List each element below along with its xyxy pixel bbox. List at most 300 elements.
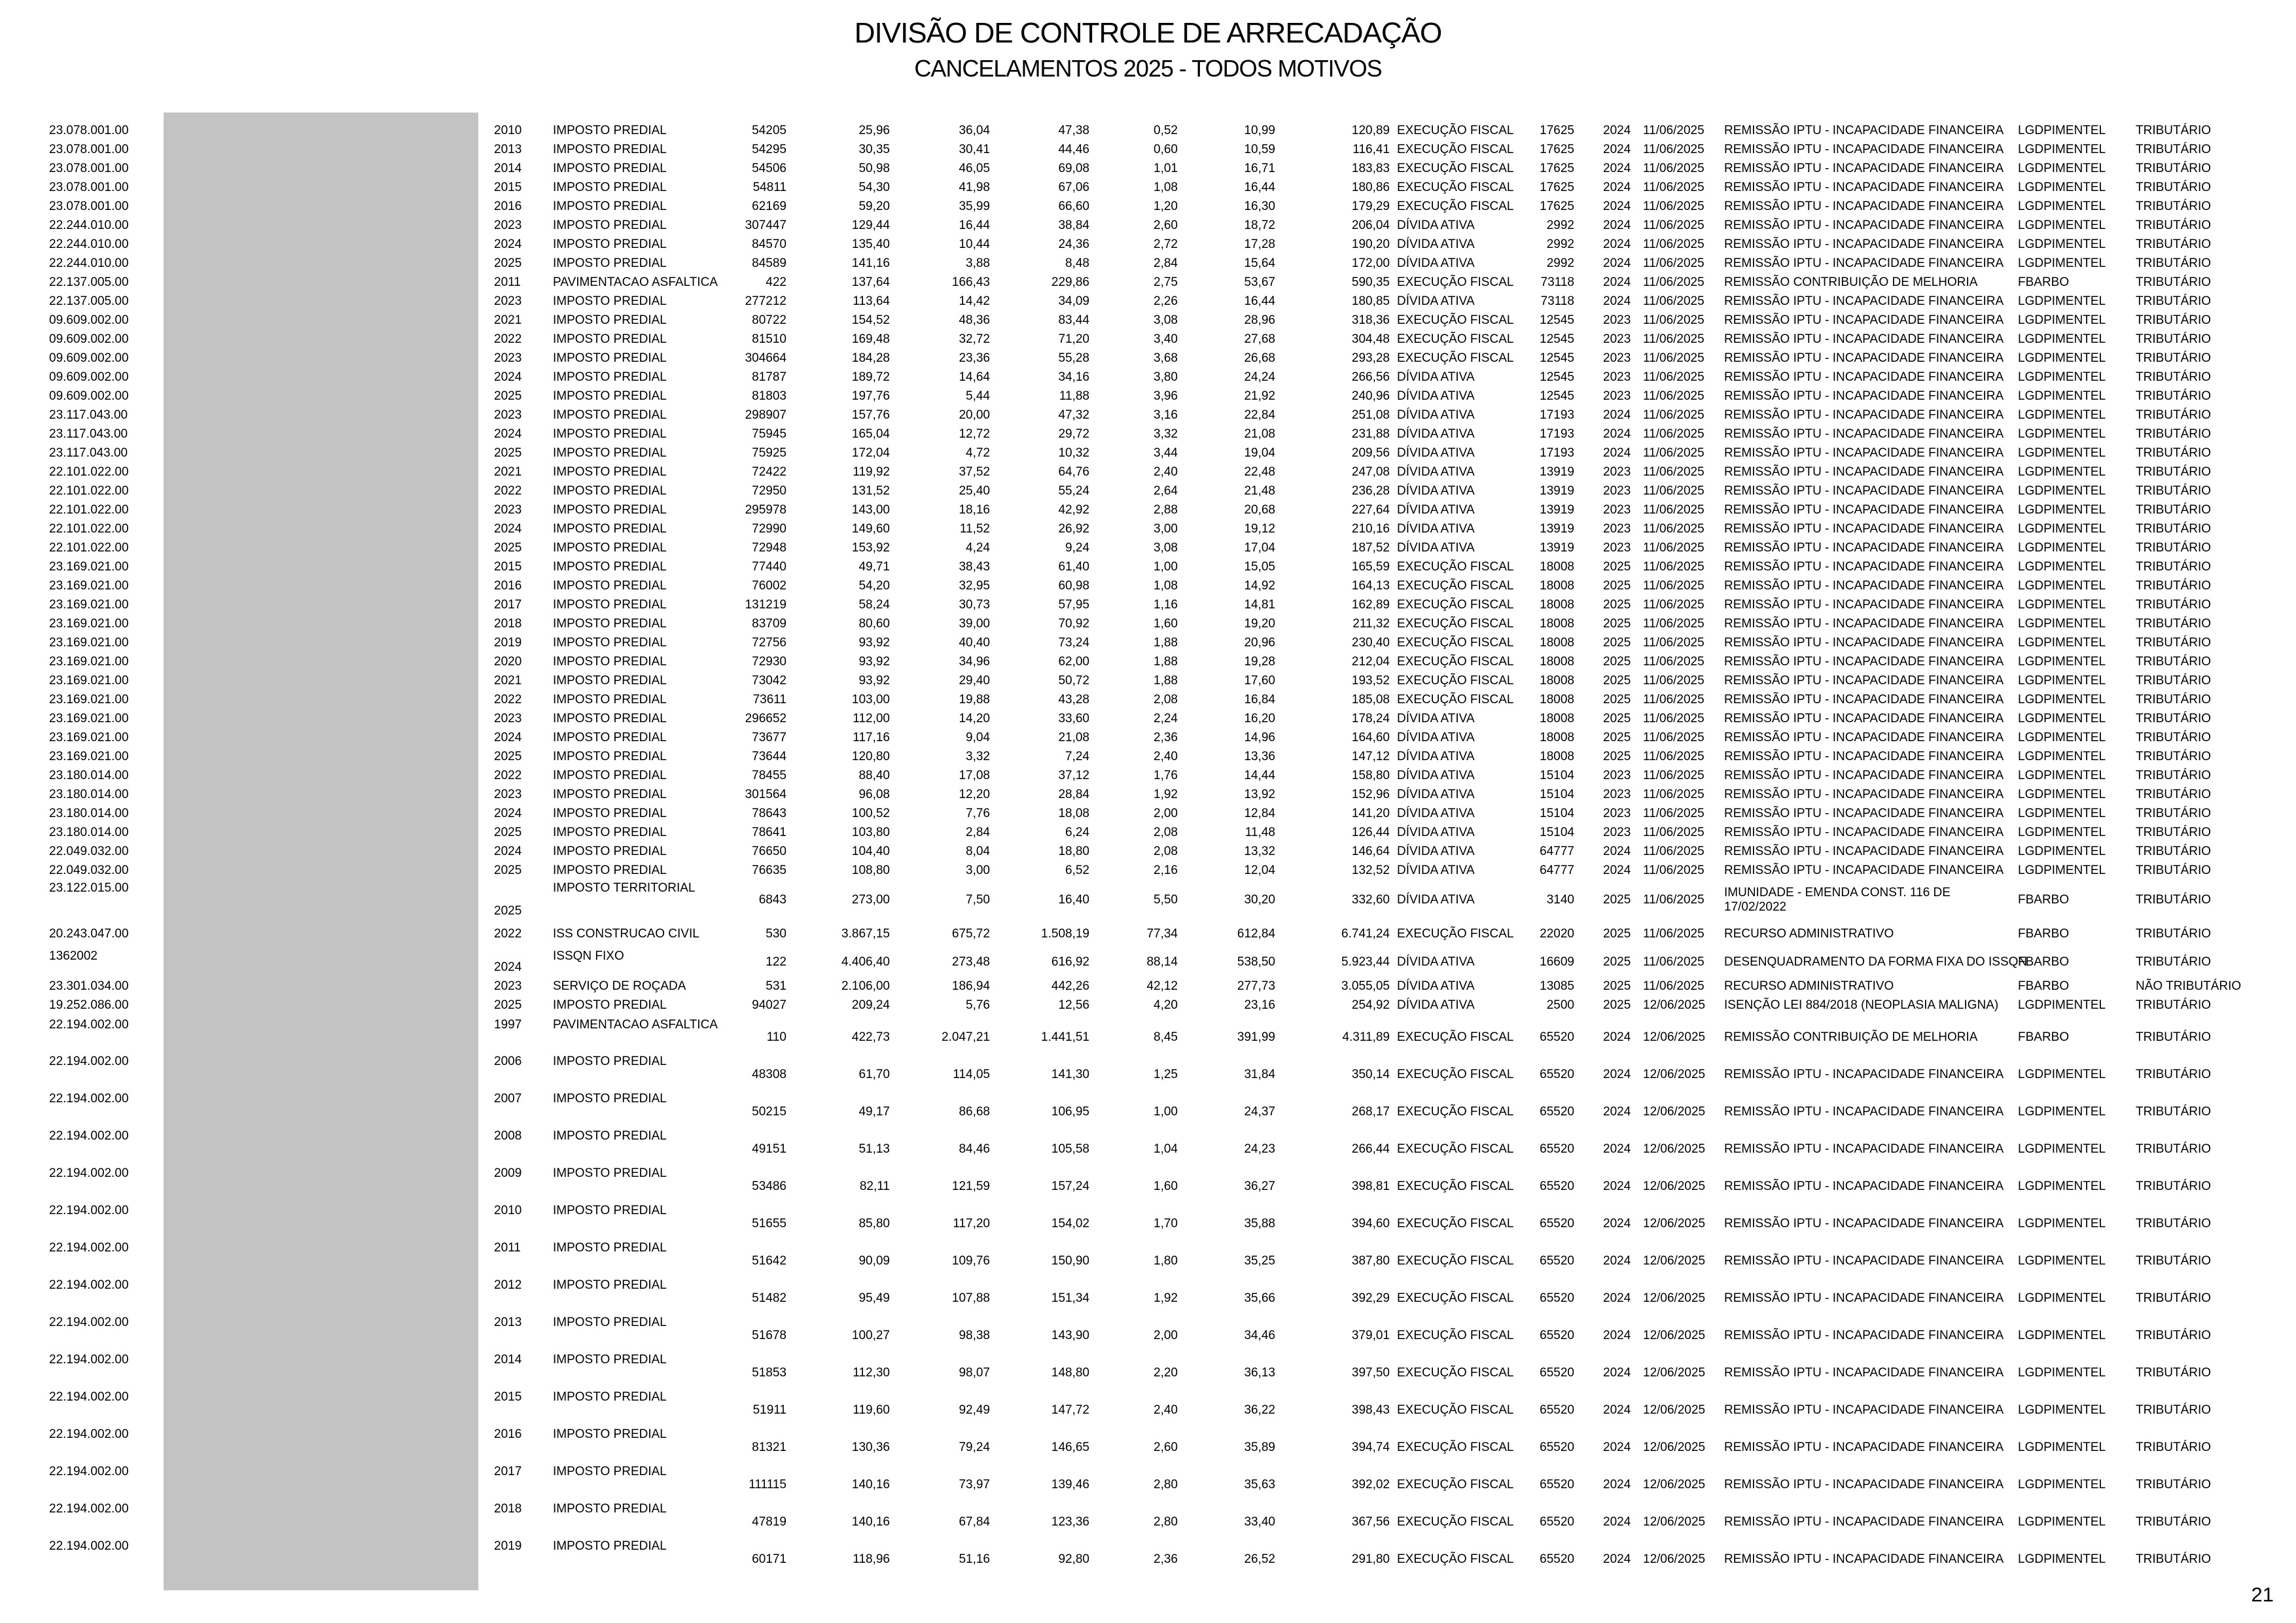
cell-process-year: 2024 xyxy=(1603,123,1631,137)
reason-line: REMISSÃO IPTU - INCAPACIDADE FINANCEIRA xyxy=(1724,730,2004,744)
cell-debt-origin: EXECUÇÃO FISCAL xyxy=(1397,1291,1514,1306)
cell-category: TRIBUTÁRIO xyxy=(2136,844,2212,858)
cell-process-number: 15104 xyxy=(1540,768,1574,782)
cell-total-value: 120,89 xyxy=(1351,123,1390,137)
table-row xyxy=(0,178,2296,197)
cell-reason xyxy=(1724,465,2012,480)
cell-cadastro-number: 6843 xyxy=(758,893,786,907)
cell-inscription-code: 22.101.022.00 xyxy=(49,483,129,498)
cell-process-year: 2025 xyxy=(1603,730,1631,744)
cell-process-number: 65520 xyxy=(1540,1105,1574,1119)
cell-category: TRIBUTÁRIO xyxy=(2136,559,2212,574)
cell-cadastro-number: 51655 xyxy=(752,1217,786,1231)
reason-line: REMISSÃO IPTU - INCAPACIDADE FINANCEIRA xyxy=(1724,787,2004,801)
cell-exercise-year: 2025 xyxy=(494,749,522,763)
cell-cadastro-number: 51853 xyxy=(752,1366,786,1380)
cell-value-2: 20,00 xyxy=(959,408,990,422)
cell-total-value: 398,81 xyxy=(1351,1179,1390,1194)
cell-debt-origin: EXECUÇÃO FISCAL xyxy=(1397,161,1514,175)
cell-debt-origin: DÍVIDA ATIVA xyxy=(1397,521,1475,536)
cell-value-5: 14,44 xyxy=(1244,768,1275,782)
cell-value-3: 62,00 xyxy=(1058,654,1089,669)
cell-user: LGDPIMENTEL xyxy=(2018,313,2106,327)
cell-cancel-date: 11/06/2025 xyxy=(1643,408,1704,422)
reason-line: REMISSÃO IPTU - INCAPACIDADE FINANCEIRA xyxy=(1724,1142,2004,1157)
cell-inscription-code: 22.194.002.00 xyxy=(49,1390,129,1404)
cell-category: TRIBUTÁRIO xyxy=(2136,893,2212,907)
cell-category: TRIBUTÁRIO xyxy=(2136,616,2212,631)
cell-value-4: 1,80 xyxy=(1154,1254,1178,1268)
cell-inscription-code: 22.194.002.00 xyxy=(49,1241,129,1255)
cell-inscription-code: 22.137.005.00 xyxy=(49,275,129,289)
cell-total-value: 126,44 xyxy=(1351,825,1390,839)
cell-cadastro-number: 81803 xyxy=(752,389,786,403)
cell-user: LGDPIMENTEL xyxy=(2018,673,2106,688)
cell-value-1: 49,71 xyxy=(858,559,890,574)
cell-process-year: 2023 xyxy=(1603,768,1631,782)
cell-reason xyxy=(1724,124,2012,138)
cell-process-number: 65520 xyxy=(1540,1217,1574,1231)
cell-value-2: 35,99 xyxy=(959,199,990,213)
cell-process-year: 2025 xyxy=(1603,927,1631,941)
cell-exercise-year: 2024 xyxy=(494,806,522,820)
cell-value-5: 35,25 xyxy=(1244,1254,1275,1268)
cell-process-year: 2024 xyxy=(1603,1552,1631,1567)
cell-tribute-type: IMPOSTO PREDIAL xyxy=(553,389,667,403)
cell-value-4: 1,70 xyxy=(1154,1217,1178,1231)
table-row xyxy=(0,1238,2296,1275)
cell-value-2: 37,52 xyxy=(959,464,990,479)
cell-cadastro-number: 51482 xyxy=(752,1291,786,1306)
table-row xyxy=(0,671,2296,690)
cell-tribute-type: IMPOSTO PREDIAL xyxy=(553,1055,667,1068)
cell-tribute-type: IMPOSTO PREDIAL xyxy=(553,1465,667,1478)
cell-value-2: 14,64 xyxy=(959,370,990,384)
cell-category: TRIBUTÁRIO xyxy=(2136,1366,2212,1380)
cell-category: TRIBUTÁRIO xyxy=(2136,825,2212,839)
cell-cadastro-number: 72422 xyxy=(752,464,786,479)
cell-tribute-type: IMPOSTO PREDIAL xyxy=(553,427,667,441)
cell-process-year: 2024 xyxy=(1603,1440,1631,1455)
cell-value-1: 93,92 xyxy=(858,654,890,669)
cell-reason xyxy=(1724,617,2012,631)
cell-user: LGDPIMENTEL xyxy=(2018,711,2106,725)
cell-exercise-year: 2015 xyxy=(494,180,522,194)
cell-inscription-code: 23.078.001.00 xyxy=(49,161,129,175)
cell-value-3: 47,32 xyxy=(1058,408,1089,422)
cell-inscription-code: 23.169.021.00 xyxy=(49,616,129,631)
cell-debt-origin: EXECUÇÃO FISCAL xyxy=(1397,1030,1514,1045)
cell-reason xyxy=(1724,181,2012,195)
cell-tribute-type: IMPOSTO PREDIAL xyxy=(553,787,667,801)
table-row xyxy=(0,444,2296,462)
cell-value-5: 30,20 xyxy=(1244,893,1275,907)
cell-exercise-year: 2023 xyxy=(494,294,522,308)
cell-debt-origin: EXECUÇÃO FISCAL xyxy=(1397,180,1514,194)
cell-tribute-type: IMPOSTO PREDIAL xyxy=(553,294,667,308)
cell-value-1: 117,16 xyxy=(853,730,890,744)
cell-process-year: 2023 xyxy=(1603,464,1631,479)
cell-value-3: 24,36 xyxy=(1058,237,1089,251)
cell-tribute-type: IMPOSTO PREDIAL xyxy=(553,483,667,498)
cell-cadastro-number: 72948 xyxy=(752,540,786,555)
cell-value-4: 2,84 xyxy=(1154,256,1178,270)
cell-reason xyxy=(1724,560,2012,574)
cell-cancel-date: 11/06/2025 xyxy=(1643,180,1704,194)
cell-user: LGDPIMENTEL xyxy=(2018,844,2106,858)
cell-total-value: 231,88 xyxy=(1351,427,1390,441)
cell-value-4: 1,00 xyxy=(1154,559,1178,574)
reason-line: REMISSÃO IPTU - INCAPACIDADE FINANCEIRA xyxy=(1724,351,2004,365)
cell-value-4: 1,76 xyxy=(1154,768,1178,782)
cell-value-5: 36,13 xyxy=(1244,1366,1275,1380)
cell-value-4: 1,25 xyxy=(1154,1068,1178,1082)
cell-tribute-type: IMPOSTO PREDIAL xyxy=(553,1129,667,1143)
cell-value-4: 3,44 xyxy=(1154,445,1178,460)
cell-value-5: 13,92 xyxy=(1244,787,1275,801)
cell-debt-origin: DÍVIDA ATIVA xyxy=(1397,445,1475,460)
reason-line: REMISSÃO IPTU - INCAPACIDADE FINANCEIRA xyxy=(1724,142,2004,156)
cell-reason xyxy=(1724,484,2012,498)
cell-reason xyxy=(1724,522,2012,536)
cell-inscription-code: 22.194.002.00 xyxy=(49,1129,129,1143)
reason-line: REMISSÃO IPTU - INCAPACIDADE FINANCEIRA xyxy=(1724,256,2004,270)
cell-debt-origin: DÍVIDA ATIVA xyxy=(1397,427,1475,441)
cell-reason xyxy=(1724,1478,2012,1499)
cell-process-number: 2992 xyxy=(1546,256,1574,270)
cell-process-year: 2023 xyxy=(1603,502,1631,517)
table-row xyxy=(0,977,2296,996)
cell-reason xyxy=(1724,294,2012,309)
cell-value-4: 2,36 xyxy=(1154,730,1178,744)
cell-debt-origin: DÍVIDA ATIVA xyxy=(1397,844,1475,858)
cell-cancel-date: 11/06/2025 xyxy=(1643,635,1704,650)
table-row xyxy=(0,996,2296,1015)
cell-user: LGDPIMENTEL xyxy=(2018,1403,2106,1418)
cell-cancel-date: 11/06/2025 xyxy=(1643,427,1704,441)
cell-process-year: 2024 xyxy=(1603,142,1631,156)
cell-value-4: 2,26 xyxy=(1154,294,1178,308)
cell-value-5: 18,72 xyxy=(1244,218,1275,232)
cell-value-3: 92,80 xyxy=(1058,1552,1089,1567)
cell-process-year: 2024 xyxy=(1603,256,1631,270)
cell-inscription-code: 23.169.021.00 xyxy=(49,559,129,574)
cell-reason xyxy=(1724,1179,2012,1200)
cell-value-2: 5,44 xyxy=(966,389,990,403)
cell-value-4: 1,88 xyxy=(1154,635,1178,650)
cell-debt-origin: EXECUÇÃO FISCAL xyxy=(1397,1105,1514,1119)
cell-value-5: 17,04 xyxy=(1244,540,1275,555)
cell-debt-origin: EXECUÇÃO FISCAL xyxy=(1397,351,1514,365)
cell-value-4: 2,08 xyxy=(1154,825,1178,839)
table-row xyxy=(0,311,2296,330)
cell-cancel-date: 12/06/2025 xyxy=(1643,1217,1706,1231)
cell-debt-origin: DÍVIDA ATIVA xyxy=(1397,825,1475,839)
cell-cancel-date: 11/06/2025 xyxy=(1643,483,1704,498)
cell-cancel-date: 11/06/2025 xyxy=(1643,445,1704,460)
cell-category: TRIBUTÁRIO xyxy=(2136,408,2212,422)
table-row xyxy=(0,368,2296,387)
cell-category: TRIBUTÁRIO xyxy=(2136,578,2212,593)
cell-reason xyxy=(1724,256,2012,271)
table-row xyxy=(0,121,2296,140)
cell-user: LGDPIMENTEL xyxy=(2018,142,2106,156)
table-row xyxy=(0,652,2296,671)
cell-value-2: 86,68 xyxy=(959,1105,990,1119)
cell-exercise-year: 1997 xyxy=(494,1018,522,1032)
cell-value-3: 21,08 xyxy=(1058,730,1089,744)
cell-category: TRIBUTÁRIO xyxy=(2136,370,2212,384)
cell-cadastro-number: 78641 xyxy=(752,825,786,839)
cell-reason xyxy=(1724,162,2012,176)
cell-user: LGDPIMENTEL xyxy=(2018,998,2106,1012)
cell-value-4: 3,16 xyxy=(1154,408,1178,422)
cell-value-5: 21,08 xyxy=(1244,427,1275,441)
cell-tribute-type: IMPOSTO PREDIAL xyxy=(553,692,667,707)
cell-total-value: 211,32 xyxy=(1352,616,1390,631)
cell-process-year: 2024 xyxy=(1603,1179,1631,1194)
cell-inscription-code: 22.194.002.00 xyxy=(49,1278,129,1292)
cell-value-4: 2,00 xyxy=(1154,1329,1178,1343)
cell-process-number: 65520 xyxy=(1540,1254,1574,1268)
reason-line: REMISSÃO IPTU - INCAPACIDADE FINANCEIRA xyxy=(1724,389,2004,403)
cell-exercise-year: 2006 xyxy=(494,1055,522,1068)
cell-user: LGDPIMENTEL xyxy=(2018,123,2106,137)
cell-value-5: 21,48 xyxy=(1244,483,1275,498)
cell-process-year: 2024 xyxy=(1603,863,1631,877)
cell-total-value: 254,92 xyxy=(1351,998,1390,1012)
cell-inscription-code: 22.194.002.00 xyxy=(49,1316,129,1329)
cell-tribute-type: ISSQN FIXO xyxy=(553,949,624,963)
cell-value-2: 107,88 xyxy=(951,1291,990,1306)
cell-value-5: 14,92 xyxy=(1244,578,1275,593)
cell-value-1: 130,36 xyxy=(851,1440,890,1455)
cell-category: TRIBUTÁRIO xyxy=(2136,256,2212,270)
cell-user: LGDPIMENTEL xyxy=(2018,597,2106,612)
cell-tribute-type: IMPOSTO PREDIAL xyxy=(553,1278,667,1292)
cell-inscription-code: 22.101.022.00 xyxy=(49,521,129,536)
cell-inscription-code: 22.244.010.00 xyxy=(49,237,129,251)
cell-inscription-code: 09.609.002.00 xyxy=(49,351,129,365)
cell-debt-origin: DÍVIDA ATIVA xyxy=(1397,502,1475,517)
cell-cadastro-number: 80722 xyxy=(752,313,786,327)
cell-user: LGDPIMENTEL xyxy=(2018,825,2106,839)
cell-value-2: 48,36 xyxy=(959,313,990,327)
cell-exercise-year: 2022 xyxy=(494,927,522,941)
cell-user: LGDPIMENTEL xyxy=(2018,464,2106,479)
reason-line: REMISSÃO IPTU - INCAPACIDADE FINANCEIRA xyxy=(1724,483,2004,498)
cell-value-1: 90,09 xyxy=(858,1254,890,1268)
cell-tribute-type: PAVIMENTACAO ASFALTICA xyxy=(553,275,718,289)
cell-debt-origin: EXECUÇÃO FISCAL xyxy=(1397,616,1514,631)
table-row xyxy=(0,1387,2296,1424)
cell-value-2: 166,43 xyxy=(951,275,990,289)
cell-value-2: 186,94 xyxy=(951,979,990,993)
cell-category: TRIBUTÁRIO xyxy=(2136,1478,2212,1492)
cell-tribute-type: IMPOSTO PREDIAL xyxy=(553,218,667,232)
cell-value-4: 1,88 xyxy=(1154,673,1178,688)
cell-exercise-year: 2020 xyxy=(494,654,522,669)
cell-cancel-date: 12/06/2025 xyxy=(1643,1254,1706,1268)
cell-reason xyxy=(1724,1329,2012,1350)
cell-cadastro-number: 73611 xyxy=(752,692,786,707)
cell-value-2: 121,59 xyxy=(951,1179,990,1194)
cell-reason xyxy=(1724,1217,2012,1238)
cell-cadastro-number: 54506 xyxy=(752,161,786,175)
cell-value-5: 13,32 xyxy=(1244,844,1275,858)
cell-process-year: 2025 xyxy=(1603,597,1631,612)
report-header xyxy=(0,17,2296,82)
cell-tribute-type: IMPOSTO PREDIAL xyxy=(553,1316,667,1329)
reason-line: REMISSÃO IPTU - INCAPACIDADE FINANCEIRA xyxy=(1724,218,2004,232)
reason-line: IMUNIDADE - EMENDA CONST. 116 DE xyxy=(1724,886,1951,900)
cell-category: TRIBUTÁRIO xyxy=(2136,1179,2212,1194)
cell-reason xyxy=(1724,332,2012,347)
cell-user: LGDPIMENTEL xyxy=(2018,294,2106,308)
cell-value-5: 13,36 xyxy=(1244,749,1275,763)
cell-inscription-code: 22.194.002.00 xyxy=(49,1204,129,1217)
cell-value-4: 1,20 xyxy=(1154,199,1178,213)
cell-value-2: 84,46 xyxy=(959,1142,990,1157)
cell-value-5: 12,04 xyxy=(1244,863,1275,877)
cell-value-1: 93,92 xyxy=(858,635,890,650)
cell-value-2: 12,20 xyxy=(959,787,990,801)
table-row xyxy=(0,1350,2296,1387)
cell-user: LGDPIMENTEL xyxy=(2018,749,2106,763)
cell-exercise-year: 2018 xyxy=(494,1502,522,1516)
cell-cadastro-number: 296652 xyxy=(745,711,786,725)
table-row xyxy=(0,500,2296,519)
cell-total-value: 236,28 xyxy=(1351,483,1390,498)
cell-value-4: 2,00 xyxy=(1154,806,1178,820)
cell-value-4: 3,68 xyxy=(1154,351,1178,365)
cell-cancel-date: 12/06/2025 xyxy=(1643,1552,1706,1567)
cell-value-2: 98,07 xyxy=(959,1366,990,1380)
cell-process-number: 13919 xyxy=(1540,483,1574,498)
cell-inscription-code: 23.117.043.00 xyxy=(49,445,128,460)
cell-cancel-date: 11/06/2025 xyxy=(1643,768,1704,782)
cell-total-value: 350,14 xyxy=(1351,1068,1390,1082)
cell-user: FBARBO xyxy=(2018,979,2070,993)
cell-category: TRIBUTÁRIO xyxy=(2136,483,2212,498)
cell-cadastro-number: 111115 xyxy=(749,1478,786,1492)
cell-value-3: 157,24 xyxy=(1051,1179,1089,1194)
cell-value-5: 19,04 xyxy=(1244,445,1275,460)
reason-line: REMISSÃO IPTU - INCAPACIDADE FINANCEIRA xyxy=(1724,370,2004,384)
cell-category: TRIBUTÁRIO xyxy=(2136,1105,2212,1119)
cell-cancel-date: 12/06/2025 xyxy=(1643,1440,1706,1455)
cell-tribute-type: IMPOSTO PREDIAL xyxy=(553,635,667,650)
table-row xyxy=(0,330,2296,349)
cell-value-4: 1,08 xyxy=(1154,578,1178,593)
cell-exercise-year: 2021 xyxy=(494,313,522,327)
reason-line: REMISSÃO IPTU - INCAPACIDADE FINANCEIRA xyxy=(1724,123,2004,137)
cell-value-5: 16,30 xyxy=(1244,199,1275,213)
cell-cadastro-number: 277212 xyxy=(745,294,786,308)
cell-debt-origin: EXECUÇÃO FISCAL xyxy=(1397,673,1514,688)
cell-cancel-date: 11/06/2025 xyxy=(1643,597,1704,612)
cell-inscription-code: 09.609.002.00 xyxy=(49,389,129,403)
cell-category: TRIBUTÁRIO xyxy=(2136,1217,2212,1231)
cell-value-2: 30,41 xyxy=(959,142,990,156)
cell-debt-origin: DÍVIDA ATIVA xyxy=(1397,256,1475,270)
cell-cadastro-number: 73677 xyxy=(752,730,786,744)
cell-cancel-date: 11/06/2025 xyxy=(1643,275,1704,289)
cell-tribute-type: IMPOSTO PREDIAL xyxy=(553,199,667,213)
cell-process-number: 22020 xyxy=(1540,927,1574,941)
cell-value-2: 3,32 xyxy=(966,749,990,763)
cell-reason xyxy=(1724,750,2012,764)
cell-value-3: 154,02 xyxy=(1051,1217,1089,1231)
cell-category: TRIBUTÁRIO xyxy=(2136,927,2212,941)
cell-debt-origin: EXECUÇÃO FISCAL xyxy=(1397,142,1514,156)
cell-debt-origin: EXECUÇÃO FISCAL xyxy=(1397,275,1514,289)
cell-reason xyxy=(1724,200,2012,214)
cell-value-5: 277,73 xyxy=(1237,979,1275,993)
cell-exercise-year: 2016 xyxy=(494,199,522,213)
cell-cancel-date: 11/06/2025 xyxy=(1643,711,1704,725)
reason-line: REMISSÃO IPTU - INCAPACIDADE FINANCEIRA xyxy=(1724,654,2004,669)
cell-inscription-code: 22.194.002.00 xyxy=(49,1502,129,1516)
table-row xyxy=(0,1312,2296,1350)
cell-debt-origin: DÍVIDA ATIVA xyxy=(1397,218,1475,232)
cell-cadastro-number: 84570 xyxy=(752,237,786,251)
cell-user: LGDPIMENTEL xyxy=(2018,635,2106,650)
cell-category: TRIBUTÁRIO xyxy=(2136,1329,2212,1343)
cell-value-1: 113,64 xyxy=(853,294,890,308)
table-row xyxy=(0,292,2296,311)
cell-reason xyxy=(1724,579,2012,593)
cell-inscription-code: 23.169.021.00 xyxy=(49,711,129,725)
cell-exercise-year: 2022 xyxy=(494,692,522,707)
cell-user: LGDPIMENTEL xyxy=(2018,1552,2106,1567)
cell-value-2: 19,88 xyxy=(959,692,990,707)
cell-value-2: 16,44 xyxy=(959,218,990,232)
cell-value-5: 35,89 xyxy=(1244,1440,1275,1455)
cell-reason xyxy=(1724,275,2012,290)
cell-value-5: 612,84 xyxy=(1237,927,1275,941)
cell-value-5: 24,37 xyxy=(1244,1105,1275,1119)
cell-cancel-date: 12/06/2025 xyxy=(1643,998,1706,1012)
reason-line: REMISSÃO IPTU - INCAPACIDADE FINANCEIRA xyxy=(1724,1254,2004,1268)
cell-debt-origin: DÍVIDA ATIVA xyxy=(1397,955,1475,969)
cell-value-4: 2,40 xyxy=(1154,464,1178,479)
table-row xyxy=(0,1089,2296,1126)
cell-value-2: 29,40 xyxy=(959,673,990,688)
cell-value-3: 55,28 xyxy=(1058,351,1089,365)
cell-cadastro-number: 131219 xyxy=(745,597,786,612)
cell-value-1: 104,40 xyxy=(851,844,890,858)
cell-value-3: 9,24 xyxy=(1065,540,1089,555)
cell-tribute-type: IMPOSTO PREDIAL xyxy=(553,1427,667,1441)
cell-tribute-type: IMPOSTO PREDIAL xyxy=(553,825,667,839)
cell-value-1: 197,76 xyxy=(851,389,890,403)
cell-tribute-type: IMPOSTO PREDIAL xyxy=(553,863,667,877)
cell-debt-origin: DÍVIDA ATIVA xyxy=(1397,483,1475,498)
table-row xyxy=(0,804,2296,823)
cell-value-4: 2,88 xyxy=(1154,502,1178,517)
table-row xyxy=(0,406,2296,425)
cell-exercise-year: 2017 xyxy=(494,1465,522,1478)
cell-total-value: 164,13 xyxy=(1351,578,1390,593)
cell-user: LGDPIMENTEL xyxy=(2018,1105,2106,1119)
cell-value-1: 95,49 xyxy=(858,1291,890,1306)
cell-tribute-type: IMPOSTO PREDIAL xyxy=(553,313,667,327)
cell-total-value: 158,80 xyxy=(1351,768,1390,782)
cell-exercise-year: 2012 xyxy=(494,1278,522,1292)
cell-reason xyxy=(1724,1515,2012,1536)
cell-value-1: 103,80 xyxy=(851,825,890,839)
